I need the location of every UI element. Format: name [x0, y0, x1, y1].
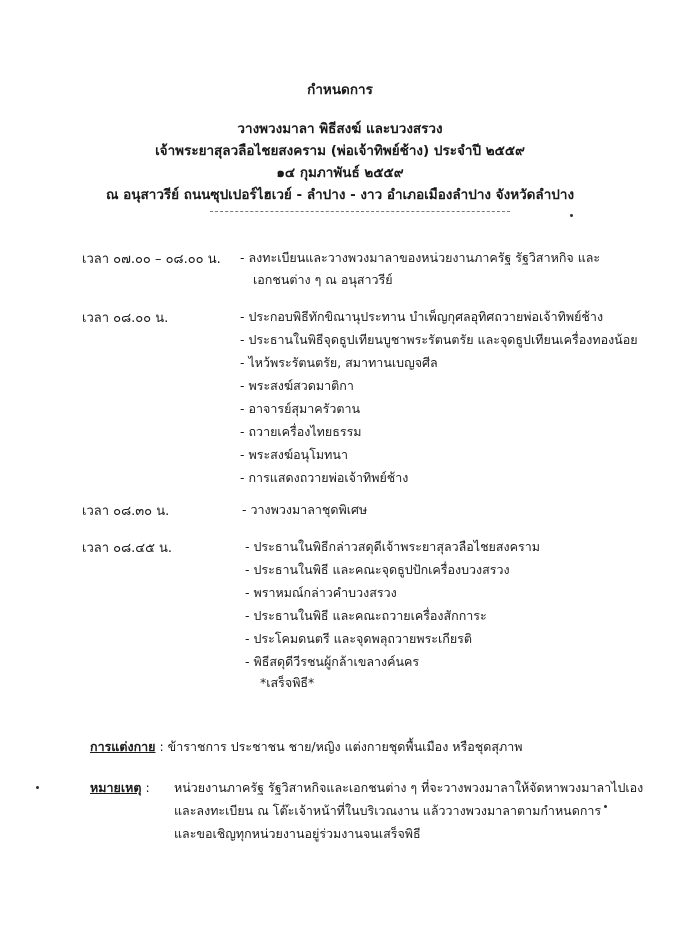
header-line-4: ณ อนุสาวรีย์ ถนนซุปเปอร์ไฮเวย์ - ลำปาง - งาว อำเภอเมืองลำปาง จังหวัดลำปาง	[105, 187, 575, 203]
scan-speck	[570, 214, 573, 217]
schedule-item: - ไหว้พระรัตนตรัย, สมาทานเบญจศีล	[240, 355, 438, 370]
schedule-time: เวลา ๐๗.๐๐ – ๐๘.๐๐ น.	[82, 252, 221, 267]
header-line-2: เจ้าพระยาสุลวลือไชยสงคราม (พ่อเจ้าทิพย์ช้าง) ประจำปี ๒๕๕๙	[155, 143, 525, 159]
header-divider	[210, 211, 510, 212]
schedule-item: - ประธานในพิธีจุดธูปเทียนบูชาพระรัตนตรัย และจุดธูปเทียนเครื่องทองน้อย	[240, 332, 638, 347]
schedule-item: - ประธานในพิธี และคณะถวายเครื่องสักการะ	[245, 608, 487, 623]
schedule-item: - พราหมณ์กล่าวคำบวงสรวง	[245, 585, 397, 600]
ceremony-end-label: *เสร็จพิธี*	[260, 675, 315, 690]
note-label	[90, 778, 150, 798]
note-line: และขอเชิญทุกหน่วยงานอยู่ร่วมงานจนเสร็จพิธี	[174, 826, 421, 841]
schedule-item: เอกชนต่าง ๆ ณ อนุสาวรีย์	[253, 272, 393, 287]
note-line: หน่วยงานภาครัฐ รัฐวิสาหกิจและเอกชนต่าง ๆ ที่จะวางพวงมาลาให้จัดหาพวงมาลาไปเอง	[174, 780, 644, 795]
schedule-item: - การแสดงถวายพ่อเจ้าทิพย์ช้าง	[240, 470, 409, 485]
schedule-item: - พระสงฆ์สวดมาติกา	[240, 378, 354, 393]
header-line-1: วางพวงมาลา พิธีสงฆ์ และบวงสรวง	[237, 121, 443, 137]
schedule-item: - ถวายเครื่องไทยธรรม	[240, 424, 362, 439]
scan-speck	[604, 805, 607, 808]
schedule-item: - ประธานในพิธี และคณะจุดธูปปักเครื่องบวงสรวง	[245, 562, 510, 577]
dress-code-label	[90, 737, 522, 757]
schedule-item: - ลงทะเบียนและวางพวงมาลาของหน่วยงานภาครัฐ รัฐวิสาหกิจ และ	[240, 250, 601, 265]
schedule-item: - ประกอบพิธีทักขิณานุประทาน บำเพ็ญกุศลอุทิศถวายพ่อเจ้าทิพย์ช้าง	[240, 309, 604, 324]
schedule-item: - ประโคมดนตรี และจุดพลุถวายพระเกียรติ	[245, 631, 472, 646]
schedule-time: เวลา ๐๘.๐๐ น.	[82, 311, 169, 326]
dress-code-heading: การแต่งกาย	[90, 739, 156, 754]
dress-code-text: : ข้าราชการ ประชาชน ชาย/หญิง แต่งกายชุดพื้นเมือง หรือชุดสุภาพ	[159, 739, 523, 754]
header-line-3: ๑๔ กุมภาพันธ์ ๒๕๕๙	[276, 165, 404, 181]
schedule-item: - วางพวงมาลาชุดพิเศษ	[242, 502, 368, 517]
schedule-time: เวลา ๐๘.๓๐ น.	[82, 504, 170, 519]
note-heading: หมายเหตุ	[90, 780, 142, 795]
schedule-item: - ประธานในพิธีกล่าวสดุดีเจ้าพระยาสุลวลือไชยสงคราม	[245, 539, 540, 554]
schedule-item: - พระสงฆ์อนุโมทนา	[240, 447, 348, 462]
scan-speck	[36, 786, 39, 789]
note-line: และลงทะเบียน ณ โต๊ะเจ้าหน้าที่ในบริเวณงาน แล้ววางพวงมาลาตามกำหนดการ	[174, 803, 602, 818]
schedule-item: - อาจารย์สุมาครัวตาน	[240, 401, 361, 416]
document-title: กำหนดการ	[307, 82, 373, 98]
note-colon: :	[145, 780, 150, 795]
schedule-time: เวลา ๐๘.๔๕ น.	[82, 541, 173, 556]
schedule-item: - พิธีสดุดีวีรชนผู้กล้าเขลางค์นคร	[245, 654, 420, 669]
